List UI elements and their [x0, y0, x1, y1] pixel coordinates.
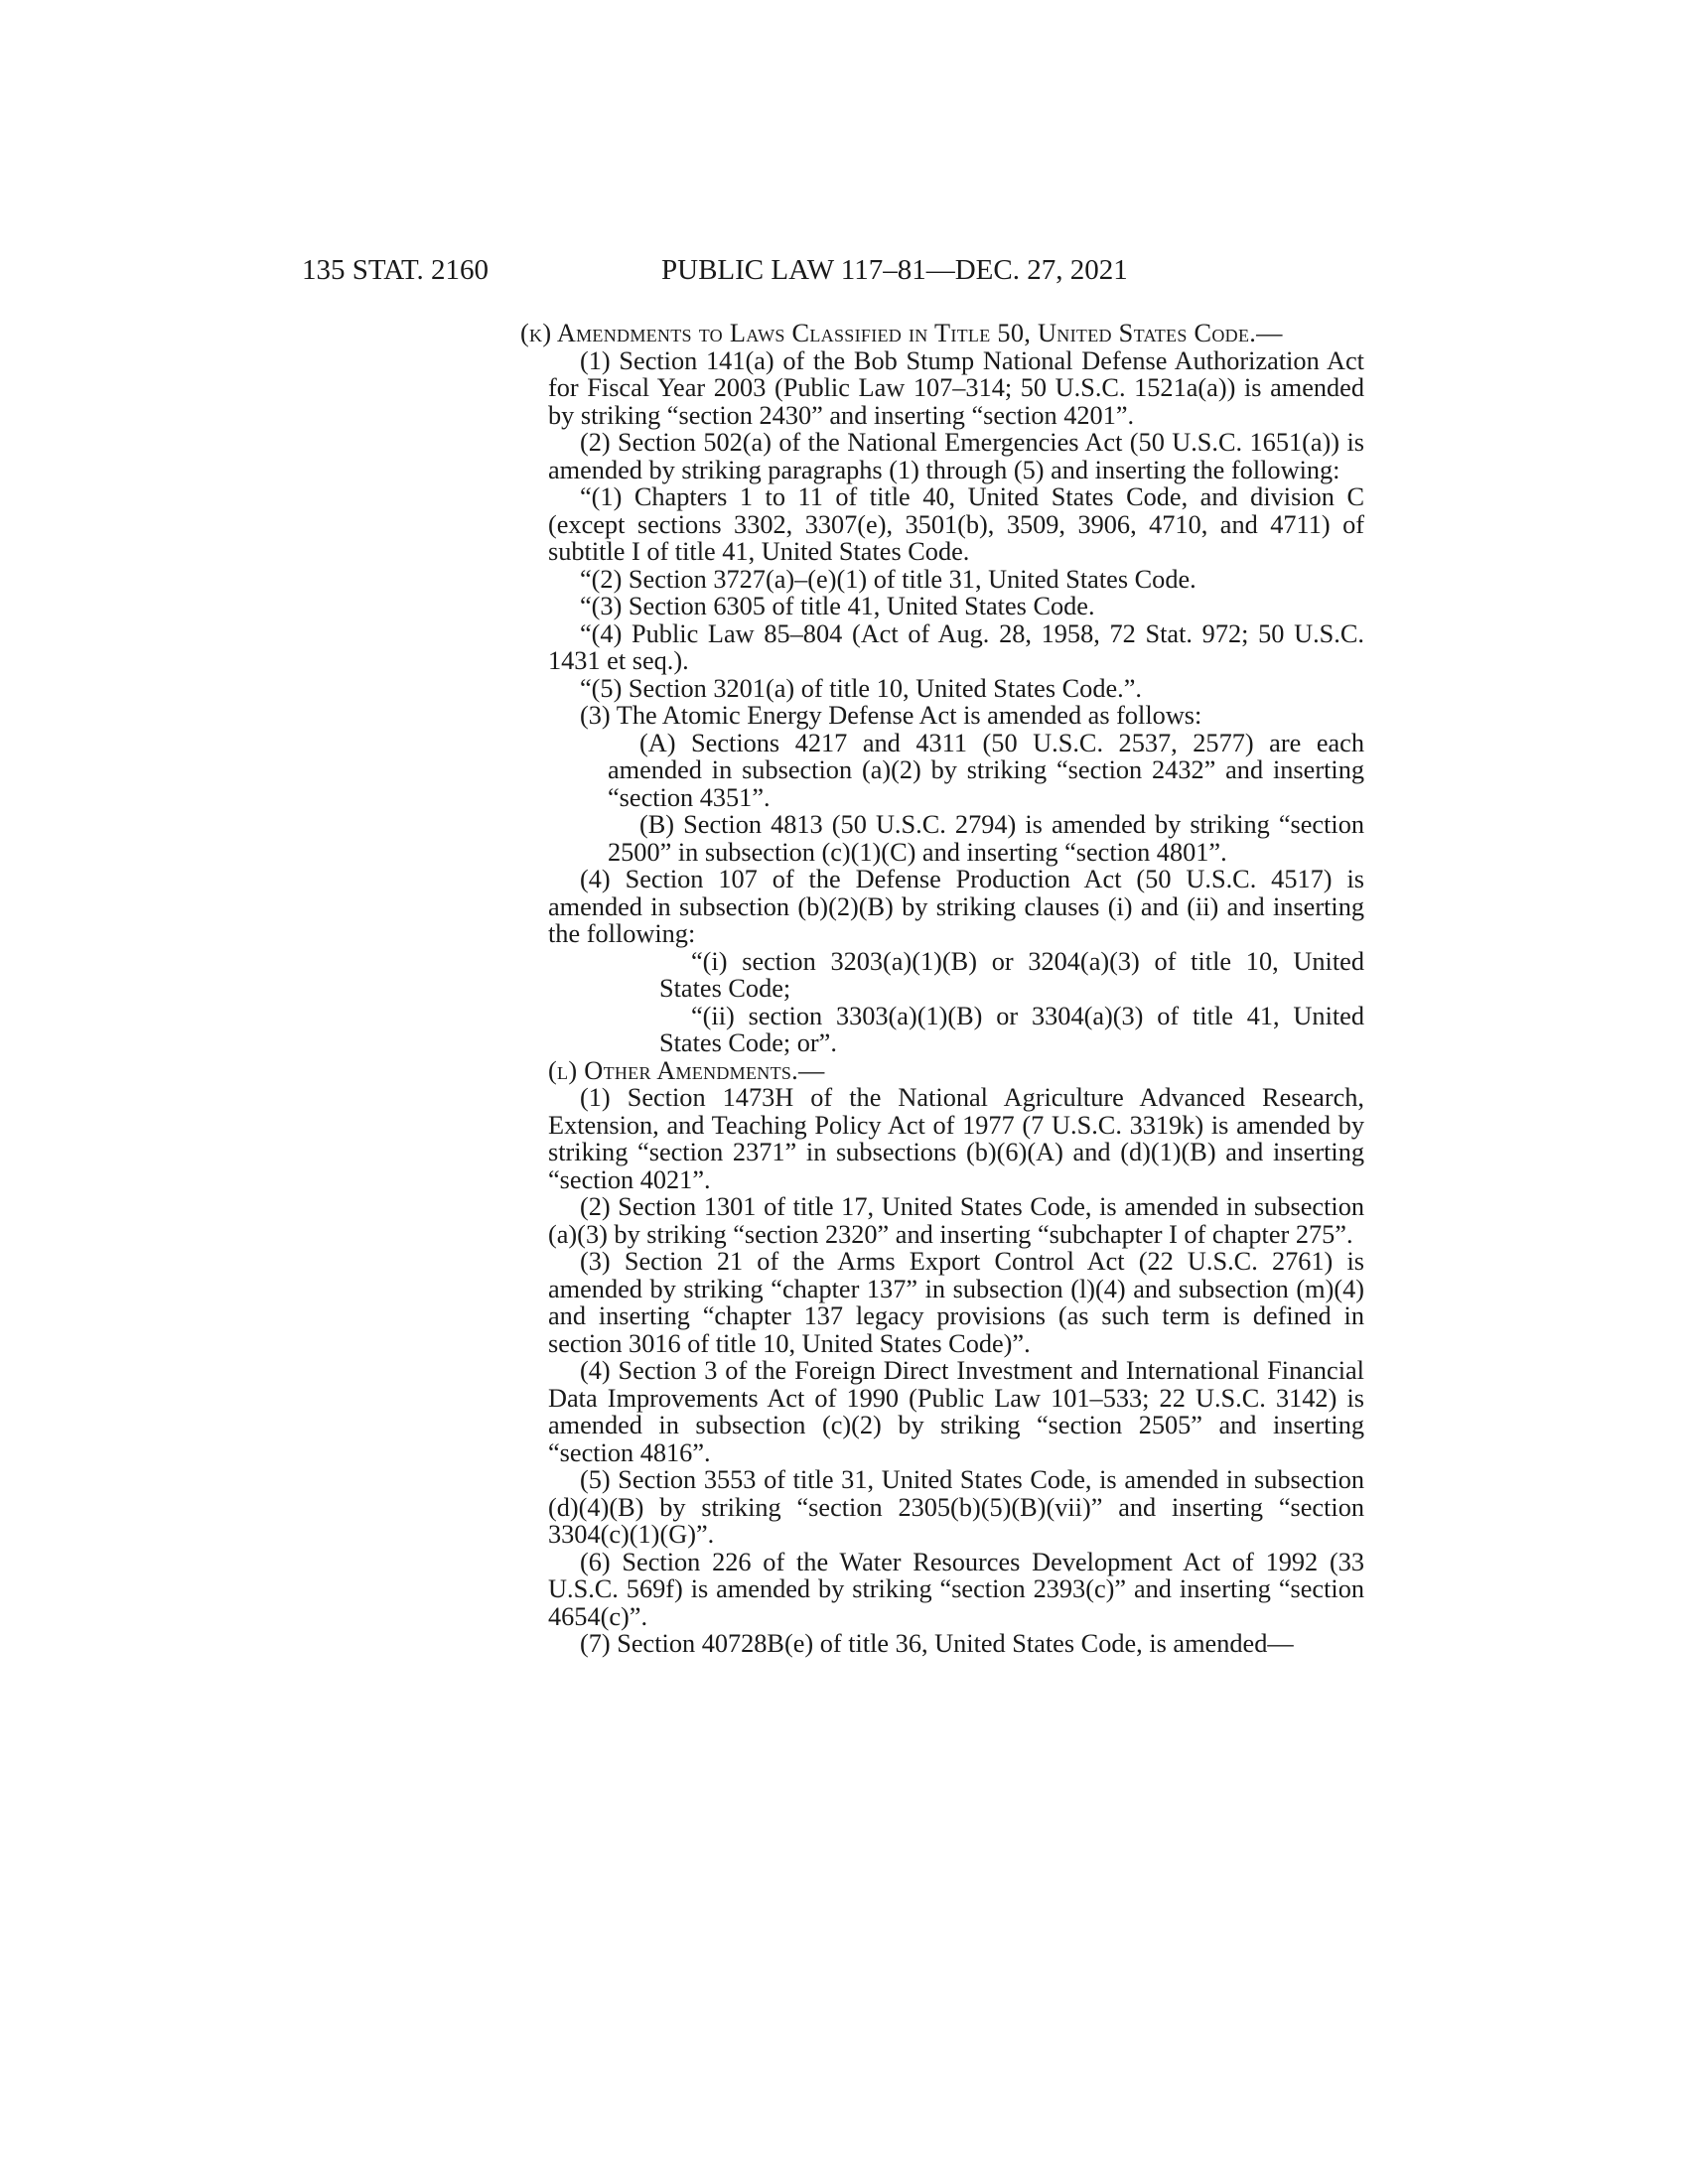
clause-k4-i: “(i) section 3203(a)(1)(B) or 3204(a)(3) of title 10, United States Code;	[659, 946, 1364, 1003]
paragraph-l6: (6) Section 226 of the Water Resources Development Act of 1992 (33 U.S.C. 569f) is amended by striking “section 2393(c)” and inserting “section 4654(c)”.	[548, 1547, 1364, 1631]
paragraph-k1: (1) Section 141(a) of the Bob Stump National Defense Authorization Act for Fiscal Year 2003 (Public Law 107–314; 50 U.S.C. 1521a(a)) is amended by striking “section 2430” and inserting “section 4201”.	[548, 345, 1364, 430]
quoted-paragraph-3: “(3) Section 6305 of title 41, United States Code.	[580, 592, 1095, 620]
paragraph-k3: (3) The Atomic Energy Defense Act is amended as follows:	[580, 701, 1202, 730]
paragraph-k4: (4) Section 107 of the Defense Production Act (50 U.S.C. 4517) is amended in subsection (b)(2)(B) by striking clauses (i) and (ii) and inserting the following:	[548, 865, 1364, 948]
k3-subparagraphs	[548, 730, 1364, 867]
quoted-paragraph-4: “(4) Public Law 85–804 (Act of Aug. 28, 1958, 72 Stat. 972; 50 U.S.C. 1431 et seq.).	[548, 618, 1364, 675]
subparagraph-k3-b: (B) Section 4813 (50 U.S.C. 2794) is amended by striking “section 2500” in subsection (c)(1)(C) and inserting “section 4801”.	[608, 810, 1364, 867]
subsection-l-heading: (l) Other Amendments.—	[548, 1055, 825, 1085]
public-law-citation: PUBLIC LAW 117–81—DEC. 27, 2021	[661, 254, 1128, 286]
quoted-paragraph-2: “(2) Section 3727(a)–(e)(1) of title 31, United States Code.	[580, 564, 1196, 594]
quoted-paragraph-5: “(5) Section 3201(a) of title 10, United States Code.”.	[580, 673, 1142, 703]
paragraph-l7: (7) Section 40728B(e) of title 36, United States Code, is amended—	[580, 1629, 1294, 1658]
page-header	[302, 250, 1307, 290]
subsection-k-heading: (k) Amendments to Laws Classified in Title 50, United States Code.—	[520, 319, 1283, 347]
k4-clauses	[548, 948, 1364, 1057]
statute-page-number: 135 STAT. 2160	[302, 254, 490, 286]
paragraph-l3: (3) Section 21 of the Arms Export Control Act (22 U.S.C. 2761) is amended by striking “chapter 137” in subsection (l)(4) and subsection (m)(4) and inserting “chapter 137 legacy provisions (as such term is defined in section 3016 of title 10, United States Code)”.	[548, 1247, 1364, 1358]
clause-k4-ii: “(ii) section 3303(a)(1)(B) or 3304(a)(3) of title 41, United States Code; or”.	[659, 1001, 1364, 1057]
paragraph-l1: (1) Section 1473H of the National Agriculture Advanced Research, Extension, and Teaching Policy Act of 1977 (7 U.S.C. 3319k) is amended by striking “section 2371” in subsections (b)(6)(A) and (d)(1)(B) and inserting “section 4021”.	[548, 1083, 1364, 1194]
quoted-paragraph-1: “(1) Chapters 1 to 11 of title 40, United States Code, and division C (except sections 3302, 3307(e), 3501(b), 3509, 3906, 4710, and 4711) of subtitle I of title 41, United States Code.	[548, 482, 1364, 566]
paragraph-l2: (2) Section 1301 of title 17, United States Code, is amended in subsection (a)(3) by striking “section 2320” and inserting “subchapter I of chapter 275”.	[548, 1192, 1364, 1249]
document-body	[520, 319, 1364, 1658]
subparagraph-k3-a: (A) Sections 4217 and 4311 (50 U.S.C. 2537, 2577) are each amended in subsection (a)(2) by striking “section 2432” and inserting “section 4351”.	[608, 728, 1364, 812]
paragraph-l4: (4) Section 3 of the Foreign Direct Investment and International Financial Data Improvements Act of 1990 (Public Law 101–533; 22 U.S.C. 3142) is amended in subsection (c)(2) by striking “section 2505” and inserting “section 4816”.	[548, 1356, 1364, 1467]
paragraph-l5: (5) Section 3553 of title 31, United States Code, is amended in subsection (d)(4)(B) by striking “section 2305(b)(5)(B)(vii)” and inserting “section 3304(c)(1)(G)”.	[548, 1465, 1364, 1549]
paragraph-k2: (2) Section 502(a) of the National Emergencies Act (50 U.S.C. 1651(a)) is amended by striking paragraphs (1) through (5) and inserting the following:	[548, 428, 1364, 484]
